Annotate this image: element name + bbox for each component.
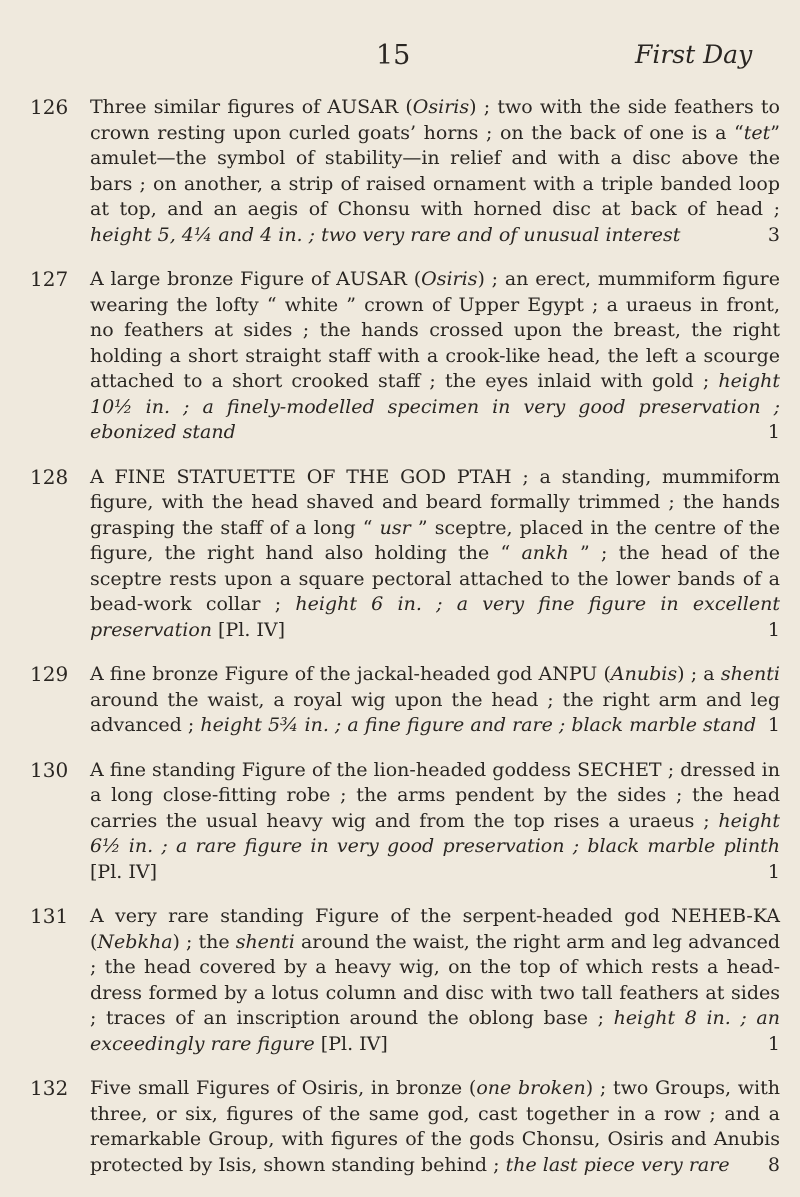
italic-text: the last piece very rare <box>505 1153 730 1176</box>
item-count: 1 <box>767 421 780 443</box>
text-run: ” amulet—the symbol of stability—in relief and with a disc above the bars ; on another, a strip of raised ornament with a triple banded loop at top, and an aegis of Chonsu with horned disc at back of head ; <box>90 121 780 220</box>
italic-text: ankh <box>521 542 569 564</box>
italic-text: shenti <box>720 663 780 685</box>
lot-description <box>90 904 780 1057</box>
item-count: 1 <box>767 618 780 641</box>
italic-text: height 5¾ in. ; a fine figure and rare ; black marble stand <box>200 714 757 736</box>
lot-description <box>90 1076 780 1178</box>
italic-text: one broken <box>476 1077 586 1099</box>
lot-description <box>90 662 780 739</box>
italic-text: usr <box>379 516 411 539</box>
italic-text: Anubis <box>610 663 678 685</box>
italic-text: shenti <box>235 930 295 953</box>
italic-text: height 8 in. ; an exceedingly rare figure <box>90 1007 780 1055</box>
text-run: Five small Figures of Osiris, in bronze ( <box>90 1077 477 1099</box>
lot-number: 131 <box>30 904 69 928</box>
text-run: A fine bronze Figure of the jackal-headed god ANPU ( <box>90 663 611 685</box>
text-run: A very rare standing Figure of the serpent-headed god NEHEB-KA ( <box>90 905 780 953</box>
lot-list <box>30 95 780 1197</box>
running-title: First Day <box>635 40 753 69</box>
text-run: [Pl. IV] <box>212 618 286 641</box>
item-count: 8 <box>767 1153 780 1176</box>
lot-number: 126 <box>30 95 69 119</box>
lot-entry <box>30 465 780 644</box>
text-run: ) ; a <box>677 663 721 685</box>
italic-text: Osiris <box>421 268 478 290</box>
text-run: Three similar figures of AUSAR ( <box>90 96 413 118</box>
lot-entry <box>30 267 780 446</box>
text-run: A fine standing Figure of the lion-headed goddess SECHET ; dressed in a long close-fitting robe ; the arms pendent by the sides ; the head carries the usual heavy wig and from the top rises a uraeus ; <box>90 758 780 832</box>
page-number: 15 <box>376 40 411 71</box>
text-run: ) ; two Groups, with three, or six, figures of the same god, cast together in a row ; and a remarkable Group, with figures of the gods Chonsu, Osiris and Anubis protected by Isis, shown standing behind ; <box>90 1077 780 1176</box>
text-run: ” ; the head of the sceptre rests upon a square pectoral attached to the lower bands of a bead-work collar ; <box>90 542 781 615</box>
lot-description <box>90 95 780 248</box>
italic-text: tet <box>743 121 771 144</box>
lot-number: 129 <box>30 662 69 686</box>
text-run: A large bronze Figure of AUSAR ( <box>90 268 422 290</box>
text-run: ” sceptre, placed in the centre of the figure, the right hand also holding the “ <box>90 516 780 564</box>
text-run: around the waist, the right arm and leg advanced ; the head covered by a heavy wig, on the top of which rests a head-dress formed by a lotus column and disc with two tall feathers at sides ; traces of an inscription around the oblong base ; <box>90 930 780 1029</box>
lot-entry <box>30 662 780 739</box>
italic-text: height 6½ in. ; a rare figure in very good preservation ; black marble plinth <box>90 809 780 857</box>
italic-text: height 10½ in. ; a finely-modelled specimen in very good preservation ; ebonized stand <box>90 370 780 443</box>
italic-text: Osiris <box>412 96 470 118</box>
page-header <box>0 40 800 80</box>
lot-number: 132 <box>30 1076 69 1100</box>
item-count: 1 <box>767 860 780 883</box>
lot-description <box>90 465 780 644</box>
text-run: ) ; two with the side feathers to crown resting upon curled goats’ horns ; on the back of one is a “ <box>90 96 780 144</box>
text-run: ) ; the <box>172 930 236 953</box>
lot-entry <box>30 904 780 1057</box>
text-run: [Pl. IV] <box>314 1032 388 1055</box>
italic-text: Nebkha <box>97 930 173 953</box>
lot-description <box>90 267 780 446</box>
lot-description <box>90 758 780 886</box>
text-run: A FINE STATUETTE OF THE GOD PTAH ; a standing, mummiform figure, with the head shaved and beard formally trimmed ; the hands grasping the staff of a long “ <box>90 465 780 539</box>
item-count: 1 <box>767 1032 780 1055</box>
italic-text: height 6 in. ; a very fine figure in excellent preservation <box>90 593 780 641</box>
item-count: 1 <box>767 714 780 736</box>
text-run: around the waist, a royal wig upon the head ; the right arm and leg advanced ; <box>90 688 780 736</box>
item-count: 3 <box>767 223 780 246</box>
lot-entry <box>30 1076 780 1178</box>
lot-entry <box>30 758 780 886</box>
italic-text: height 5, 4¼ and 4 in. ; two very rare and of unusual interest <box>90 223 681 246</box>
text-run: [Pl. IV] <box>90 860 157 883</box>
lot-number: 127 <box>30 267 69 291</box>
lot-number: 128 <box>30 464 69 489</box>
lot-number: 130 <box>30 757 69 782</box>
lot-entry <box>30 95 780 248</box>
text-run: ) ; an erect, mummiform figure wearing the lofty “ white ” crown of Upper Egypt ; a uraeus in front, no feathers at sides ; the hands crossed upon the breast, the right holding a short straight staff with a crook-like head, the left a scourge attached to a short crooked staff ; the eyes inlaid with gold ; <box>90 268 780 392</box>
